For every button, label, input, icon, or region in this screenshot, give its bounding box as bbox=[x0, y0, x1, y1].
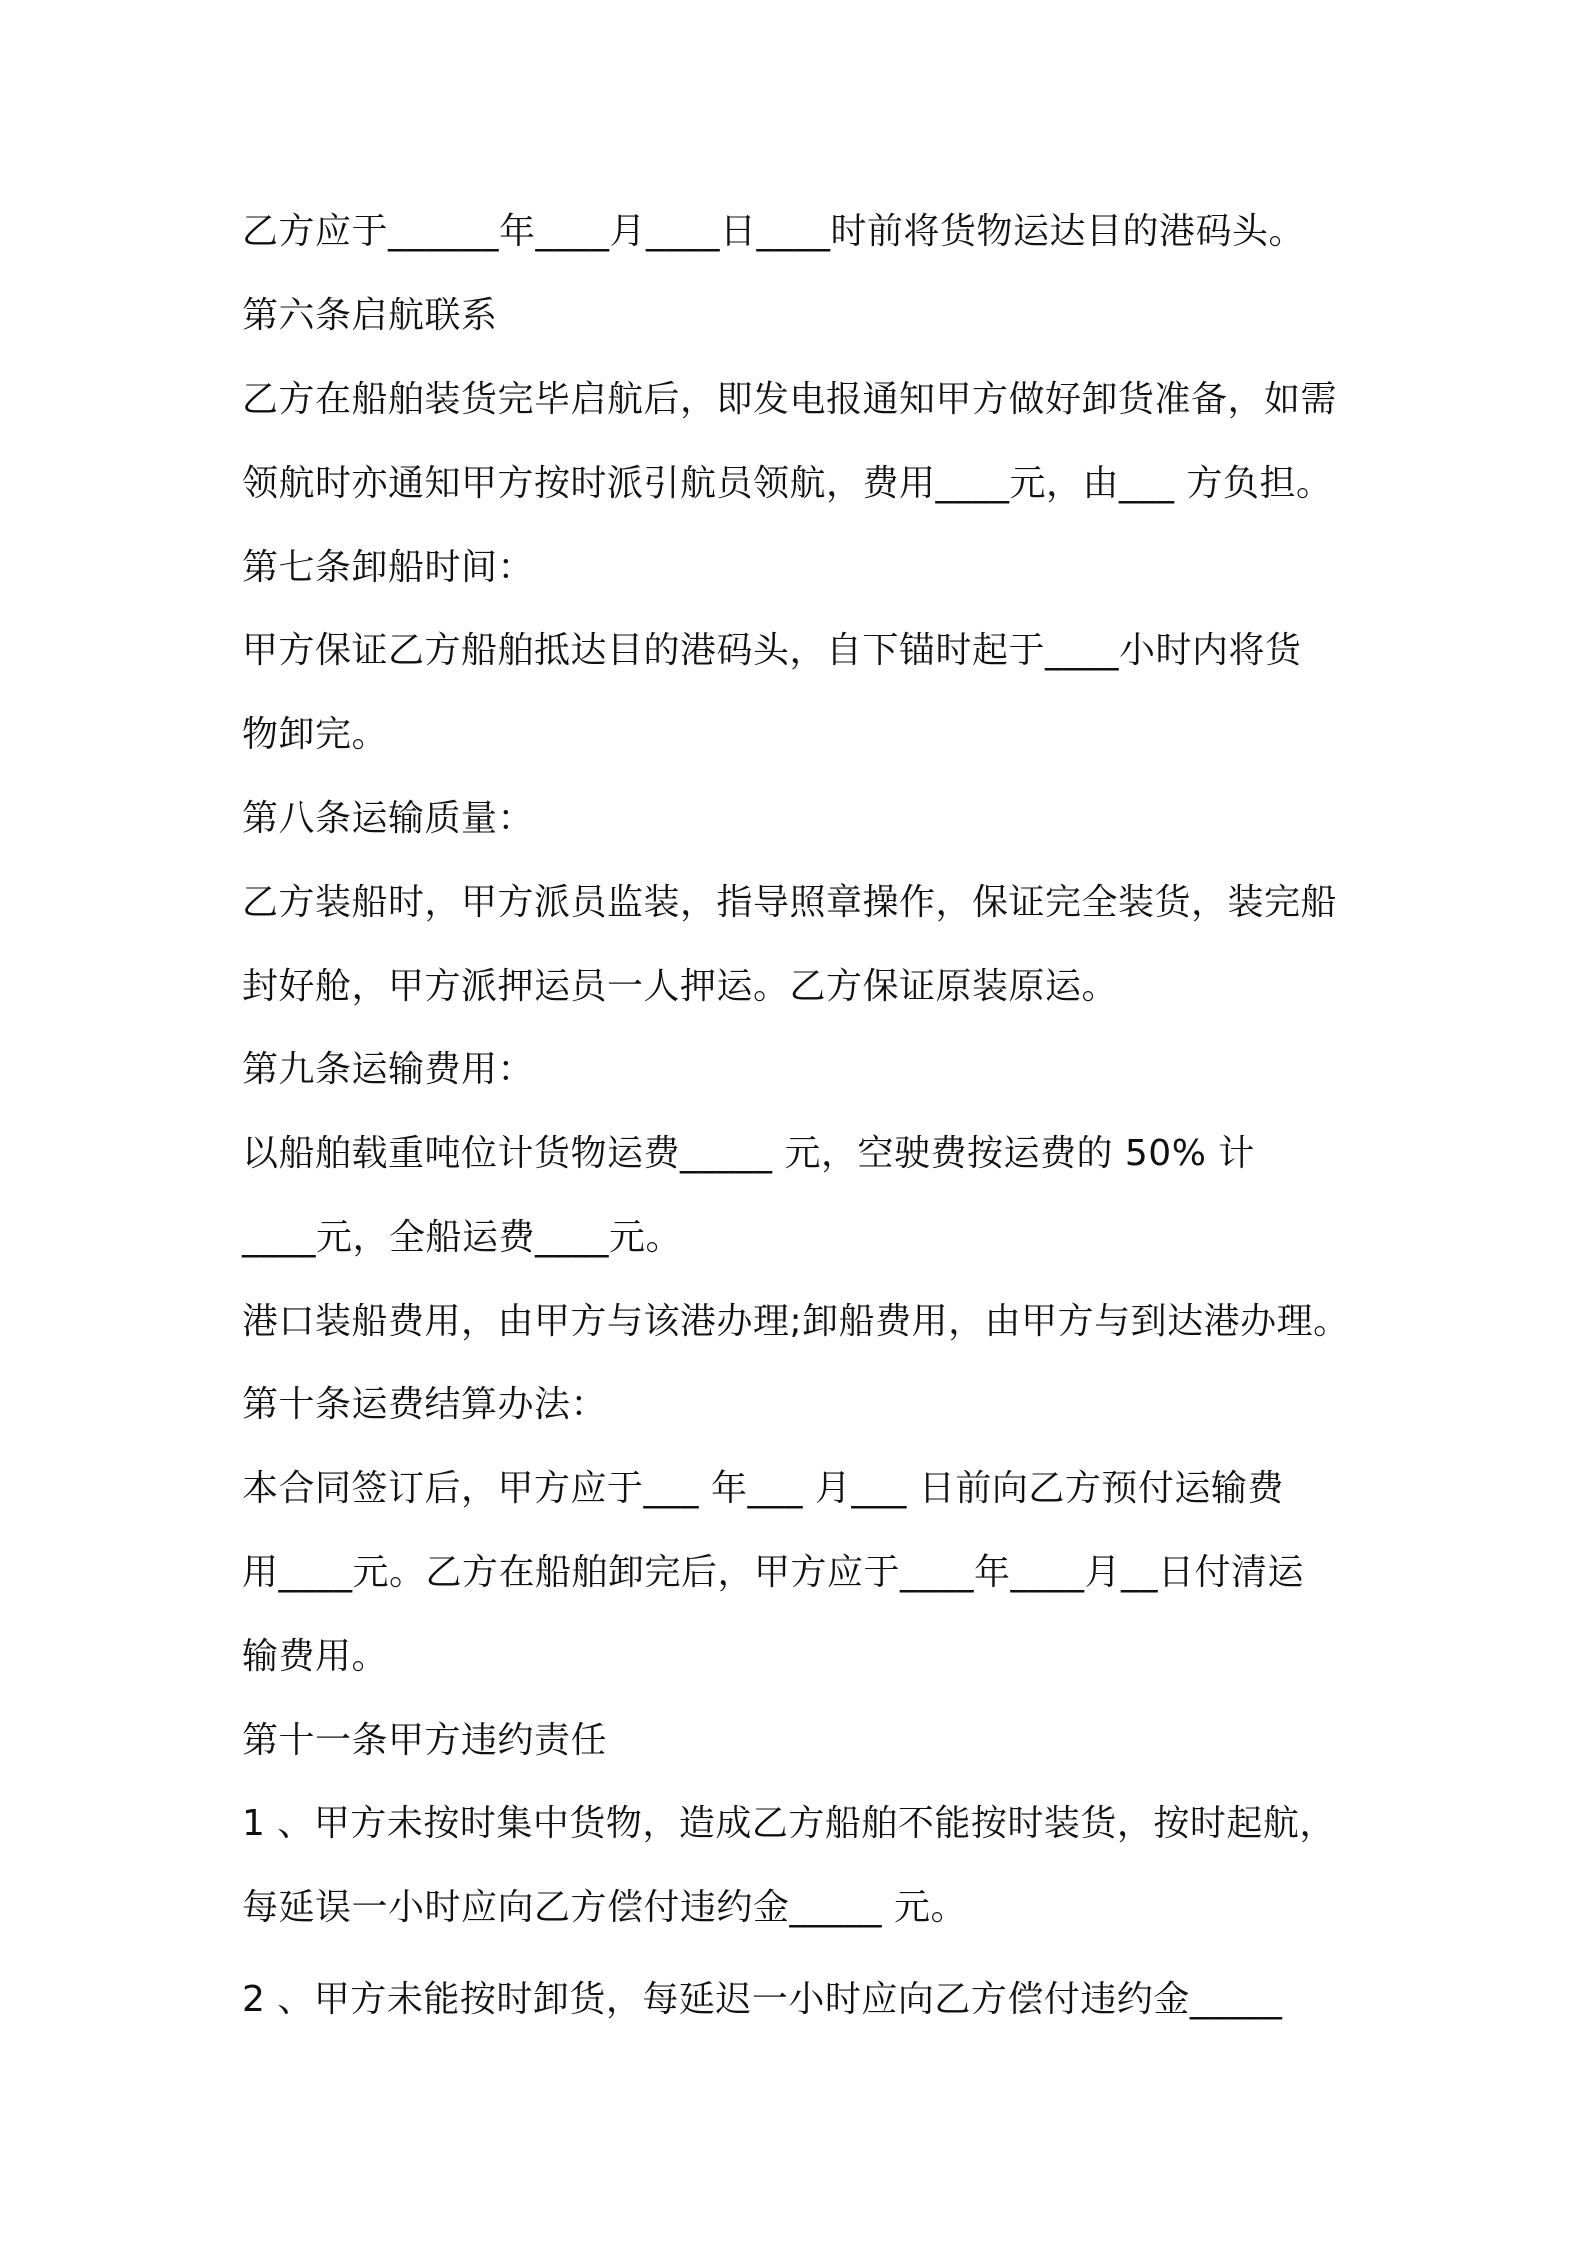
text-line: 港口装船费用，由甲方与该港办理;卸船费用，由甲方与到达港办理。 bbox=[242, 1301, 1350, 1342]
list-item: 1 、甲方未按时集中货物，造成乙方船舶不能按时装货，按时起航， bbox=[242, 1803, 1336, 1844]
text-line: 每延误一小时应向乙方偿付违约金_____ 元。 bbox=[242, 1887, 967, 1928]
text-line: 甲方保证乙方船舶抵达目的港码头，自下锚时起于____小时内将货 bbox=[242, 630, 1302, 671]
section-heading: 第九条运输费用： bbox=[242, 1049, 535, 1090]
text-line: 物卸完。 bbox=[242, 714, 389, 755]
section-heading: 第十条运费结算办法： bbox=[242, 1384, 608, 1425]
section-heading: 第八条运输质量： bbox=[242, 798, 535, 839]
text-line: ____元，全船运费____元。 bbox=[242, 1217, 683, 1258]
list-item: 2 、甲方未能按时卸货，每延迟一小时应向乙方偿付违约金_____ bbox=[242, 1979, 1283, 2020]
text-line: 以船舶载重吨位计货物运费_____ 元，空驶费按运费的 50% 计 bbox=[242, 1133, 1255, 1174]
text-line: 乙方应于______年____月____日____时前将货物运达目的港码头。 bbox=[242, 211, 1306, 252]
text-line: 本合同签订后，甲方应于___ 年___ 月___ 日前向乙方预付运输费 bbox=[242, 1468, 1284, 1509]
text-line: 输费用。 bbox=[242, 1636, 389, 1677]
section-heading: 第七条卸船时间： bbox=[242, 547, 535, 588]
text-line: 封好舱，甲方派押运员一人押运。乙方保证原装原运。 bbox=[242, 966, 1119, 1007]
section-heading: 第六条启航联系 bbox=[242, 295, 498, 336]
text-line: 乙方在船舶装货完毕启航后，即发电报通知甲方做好卸货准备，如需 bbox=[242, 379, 1338, 420]
section-heading: 第十一条甲方违约责任 bbox=[242, 1720, 608, 1761]
text-line: 乙方装船时，甲方派员监装，指导照章操作，保证完全装货，装完船 bbox=[242, 882, 1338, 923]
text-line: 领航时亦通知甲方按时派引航员领航，费用____元，由___ 方负担。 bbox=[242, 463, 1333, 504]
text-line: 用____元。乙方在船舶卸完后，甲方应于____年____月__日付清运 bbox=[242, 1552, 1305, 1593]
